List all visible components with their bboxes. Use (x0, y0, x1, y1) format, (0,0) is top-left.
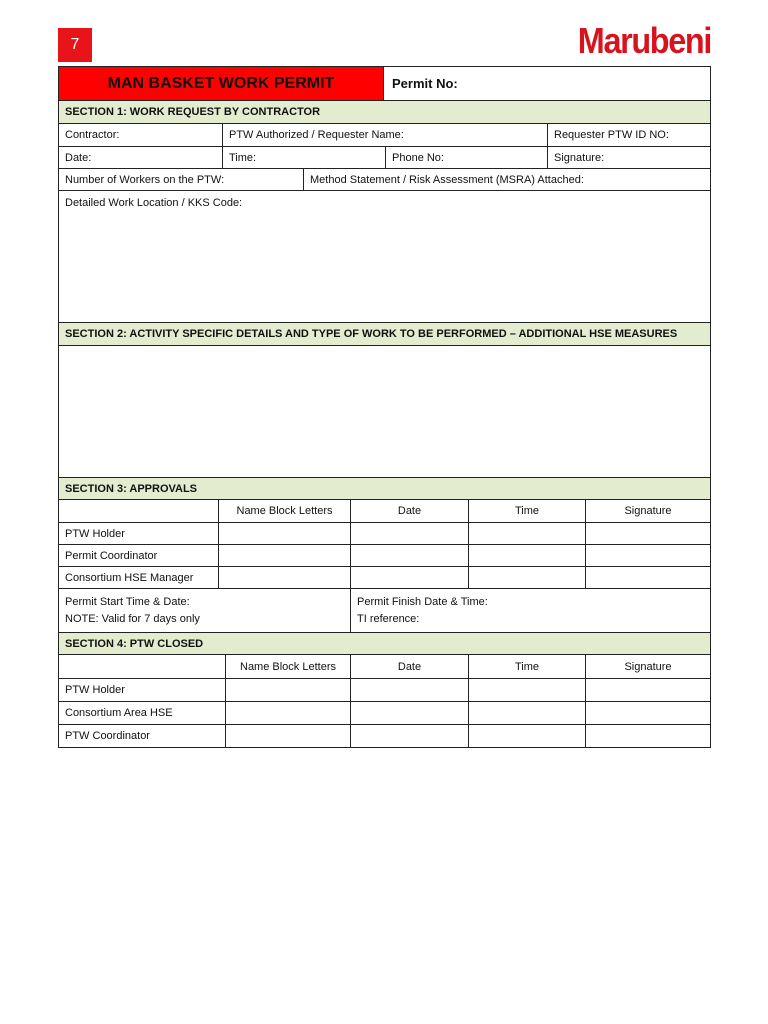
closure-name-input[interactable] (226, 679, 351, 702)
approval-name-input[interactable] (219, 545, 351, 567)
marubeni-logo: Marubeni (577, 20, 711, 61)
closure-col-name: Name Block Letters (226, 655, 351, 679)
approvals-col-date: Date (351, 500, 469, 523)
permit-start-field[interactable] (59, 589, 351, 633)
closure-col-signature: Signature (586, 655, 711, 679)
section-3-heading: SECTION 3: APPROVALS (59, 478, 711, 500)
work-location-field[interactable]: Detailed Work Location / KKS Code: (59, 191, 711, 323)
ti-reference-label: TI reference: (357, 613, 420, 626)
approval-name-input[interactable] (219, 567, 351, 589)
approval-signature-input[interactable] (586, 567, 711, 589)
permit-finish-field[interactable] (351, 589, 711, 633)
approval-date-input[interactable] (351, 545, 469, 567)
table-row (59, 523, 711, 545)
date-field[interactable]: Date: (59, 147, 223, 169)
closure-col-time: Time (469, 655, 586, 679)
requester-name-field[interactable]: PTW Authorized / Requester Name: (223, 124, 548, 147)
closure-date-input[interactable] (351, 679, 469, 702)
section-1-heading: SECTION 1: WORK REQUEST BY CONTRACTOR (59, 101, 711, 124)
page-number-badge: 7 (58, 28, 92, 62)
requester-id-field[interactable]: Requester PTW ID NO: (548, 124, 711, 147)
closure-role-label: PTW Coordinator (59, 725, 226, 748)
closure-col-date: Date (351, 655, 469, 679)
approval-date-input[interactable] (351, 523, 469, 545)
table-row (59, 702, 711, 725)
phone-field[interactable]: Phone No: (386, 147, 548, 169)
workers-count-field[interactable]: Number of Workers on the PTW: (59, 169, 304, 191)
approval-time-input[interactable] (469, 567, 586, 589)
approval-signature-input[interactable] (586, 545, 711, 567)
validity-note: NOTE: Valid for 7 days only (65, 613, 200, 626)
closure-name-input[interactable] (226, 702, 351, 725)
closure-date-input[interactable] (351, 702, 469, 725)
section-4-heading: SECTION 4: PTW CLOSED (59, 633, 711, 655)
closure-role-label: PTW Holder (59, 679, 226, 702)
approval-date-input[interactable] (351, 567, 469, 589)
approvals-corner-cell (59, 500, 219, 523)
time-field[interactable]: Time: (223, 147, 386, 169)
activity-details-field[interactable] (59, 346, 711, 478)
table-row (59, 545, 711, 567)
approvals-col-signature: Signature (586, 500, 711, 523)
msra-attached-field[interactable]: Method Statement / Risk Assessment (MSRA) Attached: (304, 169, 711, 191)
approval-time-input[interactable] (469, 545, 586, 567)
closure-role-label: Consortium Area HSE (59, 702, 226, 725)
table-row (59, 567, 711, 589)
table-row (59, 679, 711, 702)
closure-signature-input[interactable] (586, 702, 711, 725)
closure-name-input[interactable] (226, 725, 351, 748)
closure-signature-input[interactable] (586, 679, 711, 702)
approvals-col-name: Name Block Letters (219, 500, 351, 523)
section-2-heading: SECTION 2: ACTIVITY SPECIFIC DETAILS AND TYPE OF WORK TO BE PERFORMED – ADDITIONAL HSE MEASURES (59, 323, 711, 346)
table-row (59, 725, 711, 748)
signature-field[interactable]: Signature: (548, 147, 711, 169)
permit-no-field[interactable]: Permit No: (384, 67, 711, 101)
approval-time-input[interactable] (469, 523, 586, 545)
permit-start-label: Permit Start Time & Date: (65, 595, 190, 608)
closure-date-input[interactable] (351, 725, 469, 748)
permit-form (58, 66, 711, 748)
approval-name-input[interactable] (219, 523, 351, 545)
closure-time-input[interactable] (469, 702, 586, 725)
form-title: MAN BASKET WORK PERMIT (59, 67, 384, 101)
approvals-col-time: Time (469, 500, 586, 523)
approval-role-label: Consortium HSE Manager (59, 567, 219, 589)
closure-time-input[interactable] (469, 679, 586, 702)
permit-finish-label: Permit Finish Date & Time: (357, 595, 488, 608)
closure-signature-input[interactable] (586, 725, 711, 748)
approval-role-label: PTW Holder (59, 523, 219, 545)
closure-time-input[interactable] (469, 725, 586, 748)
approval-signature-input[interactable] (586, 523, 711, 545)
closure-corner-cell (59, 655, 226, 679)
approval-role-label: Permit Coordinator (59, 545, 219, 567)
contractor-field[interactable]: Contractor: (59, 124, 223, 147)
